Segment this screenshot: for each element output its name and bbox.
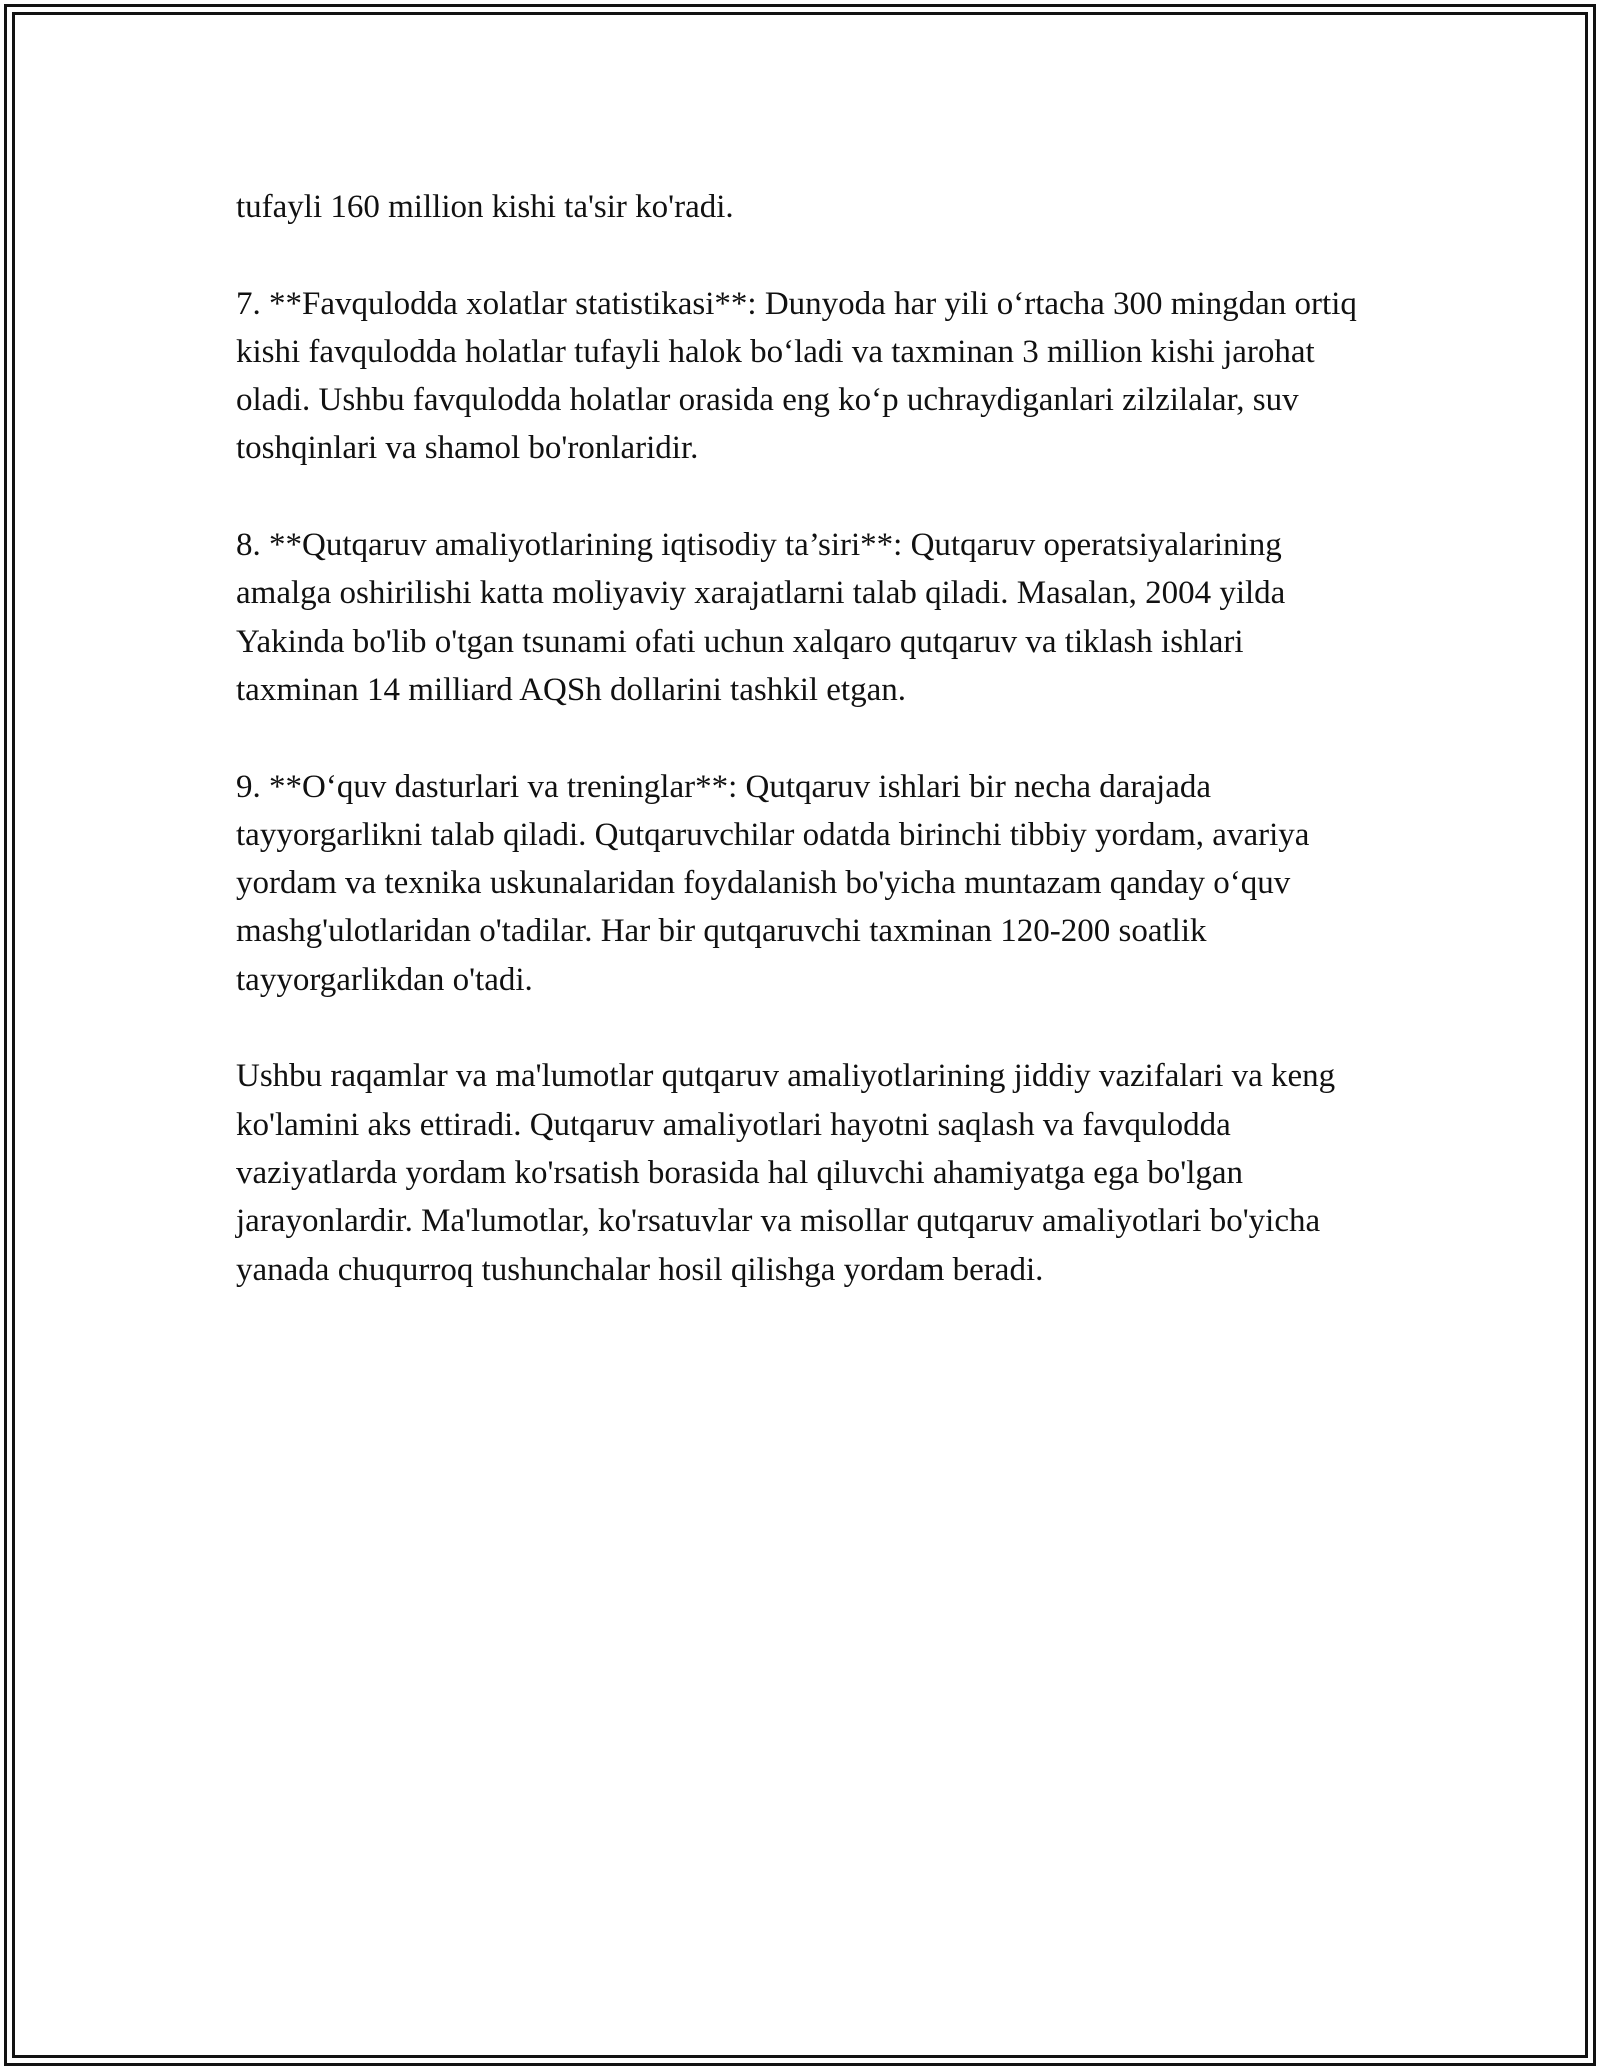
paragraph-training-programs: 9. **O‘quv dasturlari va treninglar**: Qutqaruv ishlari bir necha darajada tayyorgarlikni talab qiladi. Qutqaruvchilar odatda birinchi tibbiy yordam, avariya yordam va texnika uskunalaridan foydalanish bo'yicha muntazam qanday o‘quv mashg'ulotlaridan o'tadilar. Har bir qutqaruvchi taxminan 120-200 soatlik tayyorgarlikdan o'tadi.: [236, 768, 1310, 998]
paragraph-conclusion: Ushbu raqamlar va ma'lumotlar qutqaruv amaliyotlarining jiddiy vazifalari va keng ko'lamini aks ettiradi. Qutqaruv amaliyotlari hayotni saqlash va favqulodda vaziyatlarda yordam ko'rsatish borasida hal qiluvchi ahamiyatga ega bo'lgan jarayonlardir. Ma'lumotlar, ko'rsatuvlar va misollar qutqaruv amaliyotlari bo'yicha yanada chuqurroq tushunchalar hosil qilishga yordam beradi.: [236, 1058, 1336, 1288]
paragraph-economic-impact: 8. **Qutqaruv amaliyotlarining iqtisodiy ta’siri**: Qutqaruv operatsiyalarining amalga oshirilishi katta moliyaviy xarajatlarni talab qiladi. Masalan, 2004 yilda Yakinda bo'lib o'tgan tsunami ofati uchun xalqaro qutqaruv va tiklash ishlari taxminan 14 milliard AQSh dollarini tashkil etgan.: [236, 527, 1286, 708]
document-body: [236, 183, 1366, 1342]
paragraph-continuation: tufayli 160 million kishi ta'sir ko'radi.: [236, 189, 734, 225]
paragraph-emergency-statistics: 7. **Favqulodda xolatlar statistikasi**: Dunyoda har yili o‘rtacha 300 mingdan ortiq kishi favqulodda holatlar tufayli halok bo‘ladi va taxminan 3 million kishi jarohat oladi. Ushbu favqulodda holatlar orasida eng ko‘p uchraydiganlari zilzilalar, suv toshqinlari va shamol bo'ronlaridir.: [236, 285, 1357, 467]
